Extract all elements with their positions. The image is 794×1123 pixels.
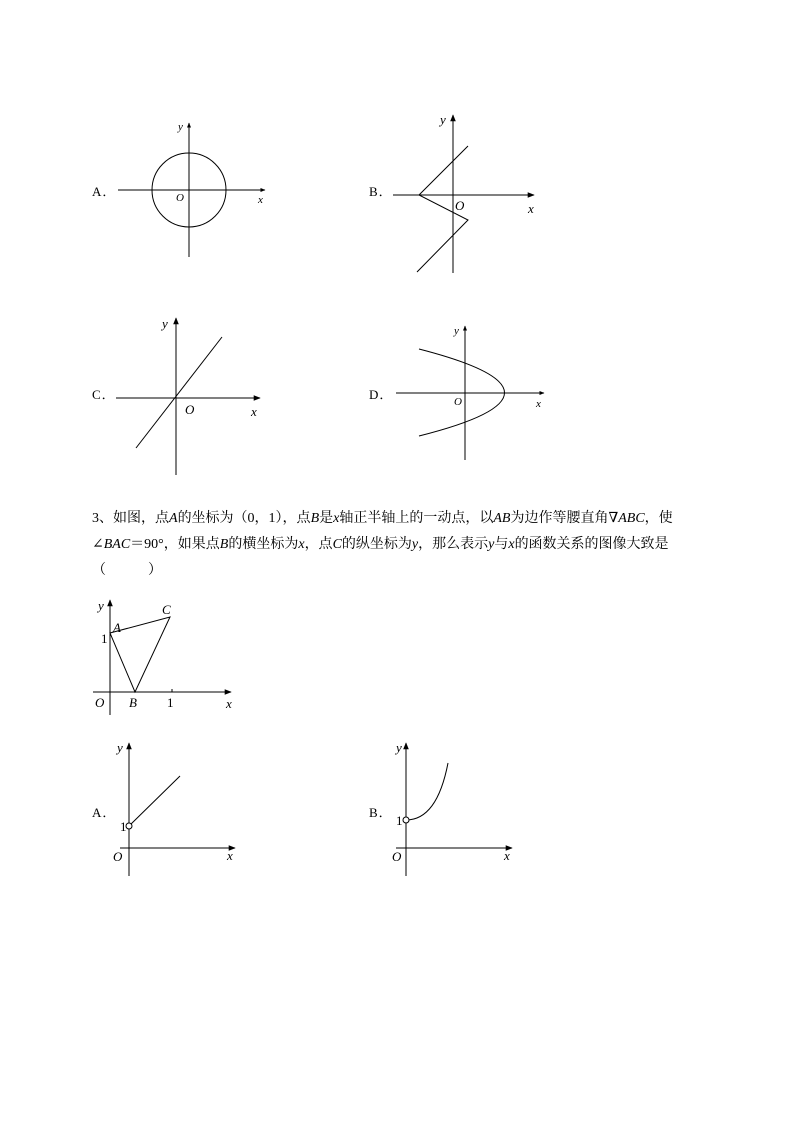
axis-label-x: x: [258, 194, 263, 206]
var-y: y: [488, 537, 495, 552]
option-b-label: B．: [369, 184, 393, 199]
var-b: B: [310, 511, 320, 526]
graph-option-c-line: [116, 316, 260, 475]
origin-label: O: [455, 198, 465, 213]
option-a-label: A．: [92, 184, 117, 199]
axis-label-y: y: [440, 112, 446, 127]
question-line-1: [92, 506, 732, 532]
option-d-label: D．: [369, 387, 394, 402]
text: ，使: [644, 511, 673, 526]
q3-option-b-label: B．: [369, 805, 393, 820]
axis-label-x: x: [528, 201, 534, 216]
var-a: A: [169, 511, 178, 526]
var-c: C: [332, 537, 342, 552]
curve: [406, 763, 448, 820]
axis-label-y: y: [98, 598, 104, 613]
text: ，点: [304, 537, 333, 552]
graph-q3-option-b: [392, 740, 512, 876]
text: 3、如图，点: [92, 511, 169, 526]
origin-label: O: [392, 849, 402, 864]
axis-label-x: x: [227, 848, 233, 863]
var-x: x: [333, 511, 340, 526]
text: 的纵坐标为: [341, 537, 412, 552]
var-x: x: [298, 537, 305, 552]
origin-label: O: [113, 849, 123, 864]
var-b: B: [219, 537, 229, 552]
var-y: y: [411, 537, 419, 552]
question-line-2: [92, 532, 732, 558]
graph-option-a-circle: [118, 121, 265, 257]
triangle-diagram: [93, 598, 232, 715]
axis-label-y: y: [454, 325, 459, 337]
axis-label-y: y: [178, 121, 183, 133]
text: 与: [494, 537, 509, 552]
axis-label-y: y: [396, 740, 402, 755]
text: 的横坐标为: [228, 537, 299, 552]
text: 是: [319, 511, 334, 526]
text: 为边作等腰直角: [510, 511, 609, 526]
graph-q3-option-a: [113, 740, 235, 876]
y-tick-1-label: 1: [396, 813, 403, 828]
axis-label-x: x: [504, 848, 510, 863]
axis-label-x: x: [251, 404, 257, 419]
linear-curve: [136, 337, 222, 448]
graph-option-b-v-shape: [393, 112, 534, 273]
var-ab: AB: [493, 511, 511, 526]
x-tick-1-label: 1: [167, 695, 174, 710]
linear-curve: [129, 776, 180, 826]
triangle-abc-symbol: ∇ABC: [608, 511, 645, 526]
axis-label-x: x: [226, 696, 232, 711]
var-x: x: [508, 537, 515, 552]
origin-label: O: [95, 695, 105, 710]
angle-bac: ∠BAC: [92, 537, 131, 552]
text: ＝90°，如果点: [130, 537, 220, 552]
y-tick-1-label: 1: [120, 819, 127, 834]
open-point: [403, 817, 409, 823]
open-point: [126, 823, 132, 829]
point-a-label: A: [113, 620, 121, 635]
text: 的函数关系的图像大致是: [514, 537, 669, 552]
y-tick-1-label: 1: [101, 631, 108, 646]
question-3: [92, 506, 732, 584]
q3-option-a-label: A．: [92, 805, 117, 820]
text: ，那么表示: [418, 537, 489, 552]
axis-label-y: y: [117, 740, 123, 755]
answer-blank: （ ）: [92, 563, 162, 578]
option-c-label: C．: [92, 387, 116, 402]
origin-label: O: [454, 396, 462, 408]
text: 轴正半轴上的一动点，以: [339, 511, 494, 526]
graph-option-d-parabola: [396, 325, 544, 460]
text: 的坐标为（0，1），点: [177, 511, 311, 526]
axis-label-x: x: [536, 398, 541, 410]
origin-label: O: [185, 402, 195, 417]
axis-label-y: y: [162, 316, 168, 331]
point-b-label: B: [129, 695, 137, 710]
origin-label: O: [176, 192, 184, 204]
point-c-label: C: [162, 602, 171, 617]
